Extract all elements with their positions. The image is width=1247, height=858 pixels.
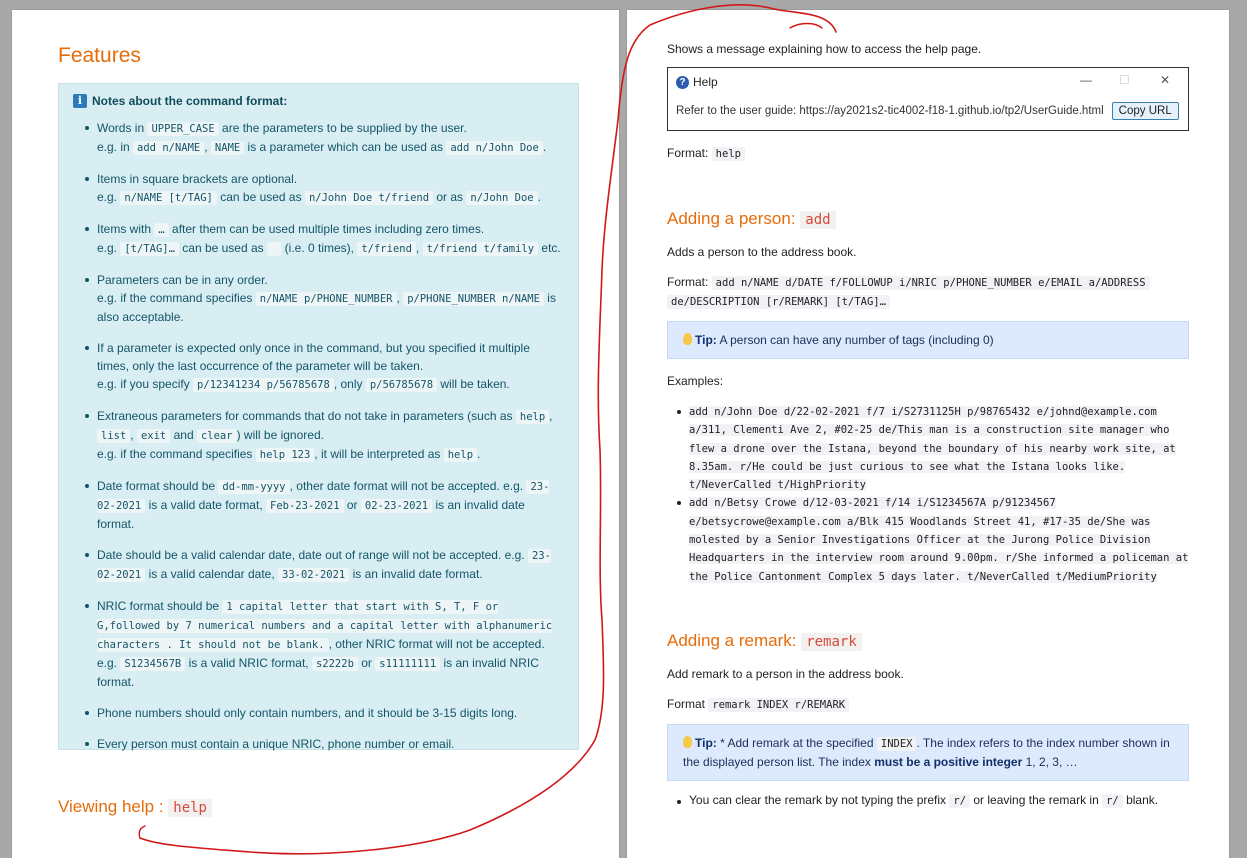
left-page — [12, 10, 619, 858]
add-desc: Adds a person to the address book. — [667, 245, 857, 259]
note-item-n11: Every person must contain a unique NRIC, phone number or email. — [73, 735, 564, 753]
help-intro: Shows a message explaining how to access the help page. — [667, 42, 982, 56]
notes-title: Notes about the command format: — [92, 94, 288, 108]
example-line: a/311, Clementi Ave 2, #02-25 de/This man is a construction site manager who — [689, 424, 1170, 437]
example-line: flew a drone over the Istana, beyond the boundary of his nearby work site, at — [689, 442, 1176, 455]
note-item-n7: Date format should be dd-mm-yyyy , other date format will not be accepted. e.g. 23-02-2021 is a valid date format, Feb-23-2021 or 02-23-2021 is an invalid date format. — [73, 477, 564, 533]
examples-label: Examples: — [667, 374, 724, 388]
help-window-titlebar — [668, 68, 1188, 96]
close-icon[interactable]: ✕ — [1160, 73, 1171, 87]
help-format-code: help — [712, 147, 745, 161]
example-line: e/betsycrowe@example.com a/Blk 415 Woodlands Street 41, #17-35 de/She was — [689, 515, 1151, 528]
help-format-label: Format: — [667, 146, 712, 160]
note-item-n4: Parameters can be in any order. e.g. if the command specifies n/NAME p/PHONE_NUMBER , p/PHONE_NUMBER n/NAME is also acceptable. — [73, 271, 564, 326]
info-icon: i — [73, 94, 87, 108]
example-item — [667, 403, 1189, 494]
minimize-icon[interactable]: — — [1080, 73, 1092, 87]
right-page — [627, 10, 1229, 858]
note-item-n5: If a parameter is expected only once in the command, but you specified it multiple times, only the last occurrence of the parameter will be taken. e.g. if you specify p/12341234 p/56785678 , only p/56785678 will be taken. — [73, 339, 564, 394]
remark-bullet: You can clear the remark by not typing the prefix r/ or leaving the remark in r/ blank. — [667, 793, 1158, 807]
help-format — [667, 144, 745, 163]
remark-desc: Add remark to a person in the address book. — [667, 667, 904, 681]
note-item-n6: Extraneous parameters for commands that do not take in parameters (such as help , list , exit and clear ) will be ignored. e.g. if the command specifies help 123 , it will be interpreted as help . — [73, 407, 564, 464]
example-item — [667, 494, 1189, 585]
command-format-notes — [58, 83, 579, 750]
remark-heading-code: remark — [801, 633, 862, 651]
examples-list — [667, 403, 1189, 586]
add-remark-heading — [667, 631, 862, 651]
add-person-heading — [667, 209, 836, 229]
help-window-screenshot — [667, 67, 1189, 131]
remark-format: Format remark INDEX r/REMARK — [667, 695, 849, 714]
note-item-n1: Words in UPPER_CASE are the parameters to be supplied by the user. e.g. in add n/NAME , NAME is a parameter which can be used as add n/John Doe . — [73, 119, 564, 157]
note-item-n3: Items with … after them can be used multiple times including zero times. e.g. [t/TAG]… can be used as (i.e. 0 times), t/friend , t/friend t/family etc. — [73, 220, 564, 258]
add-format: Format: add n/NAME d/DATE f/FOLLOWUP i/NRIC p/PHONE_NUMBER e/EMAIL a/ADDRESS de/DESCRIPTION [r/REMARK] [t/TAG]… — [667, 273, 1197, 311]
add-tip-box: Tip: A person can have any number of tags (including 0) — [667, 321, 1189, 359]
help-window-body — [668, 96, 1188, 126]
remark-heading-text: Adding a remark: — [667, 631, 802, 650]
example-line: add n/Betsy Crowe d/12-03-2021 f/14 i/S1234567A p/91234567 — [689, 497, 1056, 510]
example-line: Headquarters in the interview room around 9.00pm. r/She informed a policeman at — [689, 552, 1189, 565]
help-window-title: Help — [693, 75, 718, 89]
remark-tip-box: Tip: * Add remark at the specified INDEX . The index refers to the index number shown in the displayed person list. The index must be a positive integer 1, 2, 3, … — [667, 724, 1189, 781]
example-line: 8.35am. r/He could be just curious to see what the Istana looks like. — [689, 460, 1126, 473]
question-icon: ? — [676, 76, 689, 89]
viewing-help-heading — [58, 797, 212, 817]
note-item-n10: Phone numbers should only contain numbers, and it should be 3-15 digits long. — [73, 704, 564, 722]
add-heading-code: add — [800, 211, 835, 229]
viewing-help-heading-text: Viewing help : — [58, 797, 169, 816]
help-url-text: Refer to the user guide: https://ay2021s2-tic4002-f18-1.github.io/tp2/UserGuide.html — [676, 105, 1104, 117]
note-item-n2: Items in square brackets are optional. e.g. n/NAME [t/TAG] can be used as n/John Doe t/friend or as n/John Doe . — [73, 170, 564, 207]
notes-title-row — [73, 94, 564, 108]
maximize-icon[interactable]: ☐ — [1119, 73, 1130, 87]
notes-list — [73, 119, 564, 753]
features-heading: Features — [58, 44, 141, 67]
note-item-n9: NRIC format should be 1 capital letter that start with S, T, F or G,followed by 7 numerical numbers and a capital letter with alphanumeric characters . It should not be blank. , other NRIC format will not be accepted. e.g. S1234567B is a valid NRIC format, s2222b or s11111111 is an invalid NRIC format. — [73, 597, 564, 691]
copy-url-button[interactable]: Copy URL — [1112, 102, 1179, 120]
viewing-help-code: help — [168, 799, 212, 817]
example-line: the Police Cantonment Complex 5 days later. t/NeverCalled t/MediumPriority — [689, 570, 1157, 583]
example-line: t/NeverCalled t/HighPriority — [689, 479, 867, 492]
example-line: add n/John Doe d/22-02-2021 f/7 i/S2731125H p/98765432 e/johnd@example.com — [689, 406, 1157, 418]
note-item-n8: Date should be a valid calendar date, date out of range will not be accepted. e.g. 23-02-2021 is a valid calendar date, 33-02-2021 is an invalid date format. — [73, 546, 564, 584]
example-line: molested by a Senior Investigations Officer at the Jurong Police Division — [689, 534, 1151, 547]
add-heading-text: Adding a person: — [667, 209, 801, 228]
